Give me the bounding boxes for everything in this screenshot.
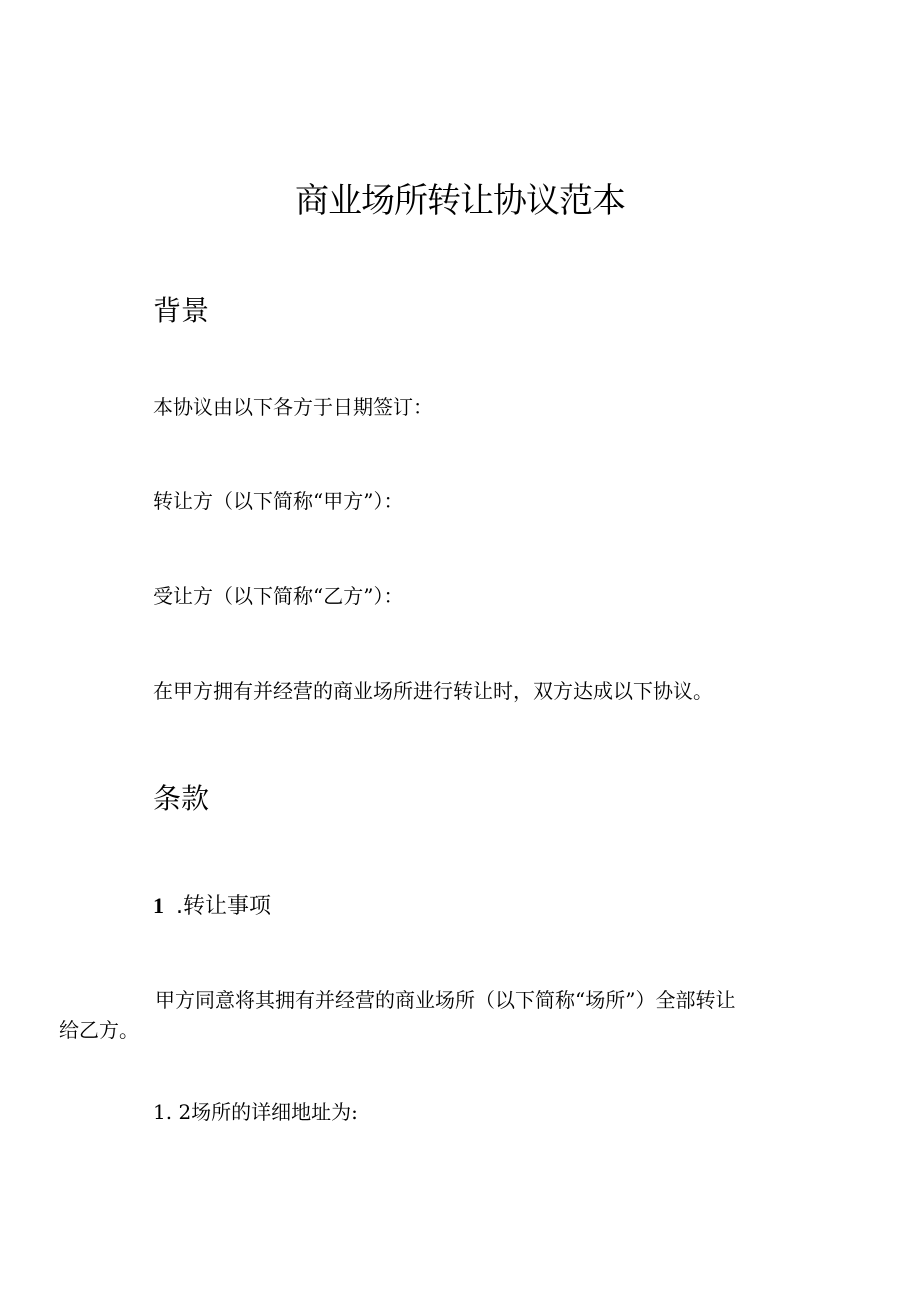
paragraph-agreement-intro: 在甲方拥有并经营的商业场所进行转让时，双方达成以下协议。 (153, 679, 713, 703)
clause-number: 1 (153, 893, 164, 918)
document-title: 商业场所转让协议范本 (295, 181, 625, 221)
paragraph-signing-date: 本协议由以下各方于日期签订： (153, 395, 433, 419)
clause-heading-transfer (153, 891, 271, 922)
paragraph-transfer-line2: 给乙方。 (59, 1018, 139, 1042)
section-heading-terms: 条款 (153, 782, 210, 815)
paragraph-transfer-line1: 甲方同意将其拥有并经营的商业场所（以下简称“场所”）全部转让 (155, 988, 736, 1012)
section-heading-background: 背景 (153, 294, 210, 327)
paragraph-transferee: 受让方（以下简称“乙方”）： (153, 584, 404, 608)
paragraph-transfer-clause (59, 985, 807, 1045)
paragraph-address-clause: 1. 2场所的详细地址为: (153, 1100, 358, 1124)
paragraph-transferor: 转让方（以下简称“甲方”）： (153, 489, 404, 513)
clause-title: .转让事项 (176, 894, 271, 919)
